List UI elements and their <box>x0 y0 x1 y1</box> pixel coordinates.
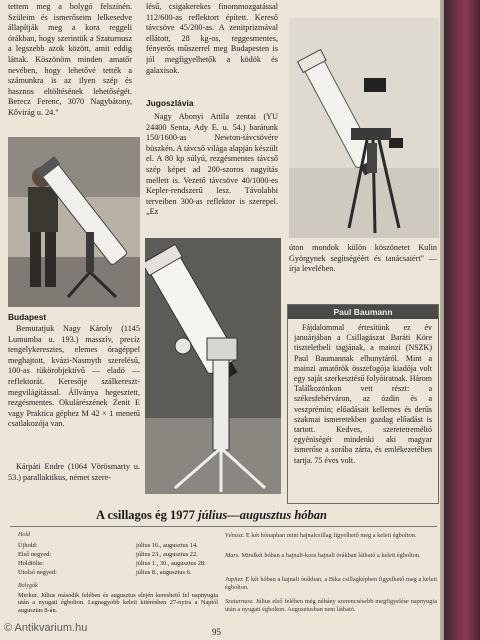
planet-text-venusz <box>225 532 437 540</box>
moon-phase-dates: július 16., augusztus 14. <box>136 542 198 549</box>
planet-name: Szaturnusz. <box>225 598 254 605</box>
photo-telescope-on-pier <box>145 238 281 494</box>
planet-desc: E két hónapban mint hajnalcsillag figyelhető meg a keleti égbolton. <box>244 532 417 539</box>
article-text-col3-mid: úton mondok külön köszönetet Kulin Györgynek segítségéért és tanácsaiért" — írja levelében. <box>289 243 437 274</box>
photo-man-with-telescope <box>8 137 140 307</box>
article-text-col2-top: lésű, csigakerekes finommozgatással 112/600-as reflektort épített. Kereső távcsöve 45/200-as. A zenitprizmával ellátott, 28 kg-os, reggesmentes, fényerős műszerrel meg Budapesten is jól megfigyelhetők a ködök és galaxisok. <box>146 2 278 75</box>
photo-telescope-refractor <box>289 18 439 238</box>
moon-phase-row <box>18 569 218 577</box>
section-heading-budapest: Budapest <box>8 312 47 322</box>
moon-phase-dates: július 1., 30., augusztus 28. <box>136 560 206 567</box>
book-binding <box>444 0 480 640</box>
planet-text-jupiter <box>225 576 437 591</box>
planet-name: Vénusz. <box>225 532 245 539</box>
planet-text-merkur: Merkur. Július második felében és augusztus elején kereshető fel napnyugta után a nyugati égbolton. Legnagyobb keleti kitérésben 27-nyira a Naptól augusztus 8-án. <box>18 592 218 614</box>
article-text-col1-top: tettem meg a bolygó felszínén. Szüleim és ismerőseim lelkesedve állapítják meg a kora reggeli órákban, hogy szerintük a Szaturnusz a legszebb azok között, amit eddig láttak. Köszönöm minden amatőr nevében, hogy lehetővé tették a számunkra is az ilyen szép és hasznos eltöltésének lehetőségét. Berecz Ferenc, 3070 Nagybátony, Kővirág u. 24." <box>8 2 132 117</box>
moon-phase-row <box>18 560 218 568</box>
sky-calendar-title-a: A csillagos ég 1977 <box>96 508 199 522</box>
section-heading-jugoszlavia: Jugoszlávia <box>146 98 194 108</box>
planets-label: Bolygók <box>18 583 38 589</box>
moon-phases-label: Hold <box>18 532 30 538</box>
moon-phase-label: Utolsó negyed: <box>18 569 57 576</box>
planet-name: Jupiter. <box>225 576 244 583</box>
planet-name: Mars. <box>225 552 240 559</box>
moon-phase-label: Újhold: <box>18 542 38 549</box>
obituary-box <box>287 304 439 504</box>
section-title-sky-calendar <box>96 508 396 523</box>
sky-calendar-title-b: július—augusztus hóban <box>198 508 327 522</box>
moon-phase-dates: július 23., augusztus 22. <box>136 551 198 558</box>
planet-text-mars <box>225 552 437 560</box>
moon-phase-label: Holdtölte: <box>18 560 44 567</box>
article-text-col1-karpati: Kárpáti Endre (1064 Vörösmarty u. 53.) parallaktikus, német szere- <box>8 462 140 482</box>
planet-desc: Július első felében még néhány szerencsésebb megfigyelése napnyugta után a nyugati égbolton. Augusztusban nem látható. <box>225 598 437 613</box>
watermark: © Antikvarium.hu <box>4 622 88 634</box>
page-number: 95 <box>212 627 221 637</box>
article-text-col2-jugoszlavia: Nagy Abonyi Attila zentai (YU 24400 Senta, Ady E. u. 54.) barátunk 150/1600-as Newton-távcsövére büszkén. A távcső világa alapján készült el. A 80 kp súlyú, rezgésmentes távcső szép képet ad 200-szoros nagyítás mellett is. Vezető távcsöve 40/1000-es Kepler-rendszerű lesz. Távolabbi terveiben 300-as reflektor is szerepel. „Ez <box>146 112 278 217</box>
moon-phase-row <box>18 551 218 559</box>
obituary-text: Fájdalommal értesítünk ez év januárjában a Csillagászat Baráti Köre tiszteletbeli tagjának, a mainzi (NSZK) Paul Baumannak elhunytáról. Mint a mainzi amatőrök összefogója kiadója volt egy saját szerkesztésű folyóiratnak. Három Találkozónkon vett részt: a székesfehérváron, az ózdin és a veszprémin; előadásait kellemes és derűs szakmai ismeretekben gazdag előadást is tartott. Kedves, szeretetreméltó egyéniségét mindenki aki magyar ismerőse a sorába zárta, és emlékezetében tartja. 75 éves volt. <box>294 323 432 465</box>
planet-text-szaturnusz <box>225 598 437 613</box>
planet-desc: E két hóban a hajnali órákban, a Bika csillagképben figyelhető meg a keleti égbolton. <box>225 576 437 591</box>
article-text-col1-budapest: Bemutatjuk Nagy Károly (1145 Lumumba u. 193.) masszív, precíz tengelykeresztes, elemes óragéppel meghajtott, kvázi-Nasmyth szerelésű, 100-as tükörobjektívű — eladó — reflektorát. Keresője szálkereszt-megvilágítással. Állványa hegesztett, rezgésmentes. Okulárészének Zenit E vagy Praktica géphez M 42 × 1 menetű csatlakozója van. <box>8 324 140 429</box>
moon-phase-label: Első negyed: <box>18 551 52 558</box>
moon-phase-row <box>18 542 218 550</box>
planet-desc: Mindkét hóban a hajnali-kora hajnali órákban látható a keleti égbolton. <box>239 552 421 559</box>
moon-phase-dates: július 8., augusztus 6. <box>136 569 192 576</box>
divider <box>10 526 437 527</box>
obituary-title: Paul Baumann <box>288 305 438 319</box>
